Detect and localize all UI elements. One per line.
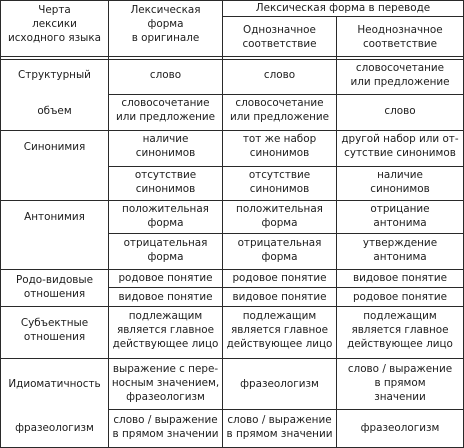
original-cell: выражение с пере- носным значением, фразеологизм [111, 363, 220, 403]
ambiguous-cell: фразеологизм [360, 422, 440, 434]
original-cell: слово / выражение в прямом значении [112, 414, 219, 440]
original-cell: подлежащим является главное действующее лицо [112, 310, 219, 350]
original-cell: словосочетание или предложение [115, 97, 216, 123]
ambiguous-cell: слово / выражение в прямом значении [347, 363, 453, 403]
ambiguous-cell: подлежащим является главное действующее лицо [347, 310, 453, 350]
ambiguous-cell: слово [384, 105, 416, 117]
original-cell: наличие синонимов [135, 133, 196, 159]
header-original-form: Лексическая форма в оригинале [130, 4, 201, 44]
unambiguous-cell: фразеологизм [240, 378, 319, 390]
row-divider [108, 287, 464, 288]
row-divider [0, 306, 464, 307]
ambiguous-cell: отрицание антонима [370, 203, 430, 229]
feature-cell: фразеологизм [15, 422, 94, 434]
row-divider [0, 269, 464, 270]
unambiguous-cell: родовое понятие [232, 272, 327, 284]
original-cell: отрицательная форма [123, 237, 208, 263]
original-cell: слово [149, 69, 182, 81]
unambiguous-cell: слово / выражение в прямом значении [226, 414, 333, 440]
ambiguous-cell: словосочетание или предложение [350, 62, 450, 88]
ambiguous-cell: родовое понятие [352, 291, 448, 303]
header-unambiguous: Однозначное соответствие [242, 24, 317, 50]
unambiguous-cell: подлежащим является главное действующее лицо [226, 310, 333, 350]
header-bottom-rule [0, 56, 464, 57]
original-cell: положительная форма [122, 203, 209, 229]
original-cell: видовое понятие [118, 291, 213, 303]
row-divider [0, 130, 464, 131]
row-divider [0, 358, 464, 359]
ambiguous-cell: наличие синонимов [370, 169, 430, 195]
row-divider [108, 166, 464, 167]
original-cell: отсутствие синонимов [134, 169, 197, 195]
header-bottom-rule-2 [0, 59, 464, 60]
feature-cell: Родо-видовые отношения [15, 274, 94, 300]
header-feature: Черта лексики исходного языка [7, 4, 102, 44]
feature-cell: Идиоматичность [8, 378, 101, 390]
unambiguous-cell: отсутствие синонимов [248, 169, 311, 195]
ambiguous-cell: утверждение антонима [362, 237, 438, 263]
header-ambiguous: Неоднозначное соответствие [357, 24, 443, 50]
feature-cell: Синонимия [23, 141, 86, 153]
row-divider [108, 409, 464, 410]
unambiguous-cell: положительная форма [236, 203, 323, 229]
feature-cell: Структурный [18, 69, 91, 81]
ambiguous-cell: видовое понятие [353, 272, 447, 284]
unambiguous-cell: словосочетание или предложение [229, 97, 330, 123]
unambiguous-cell: отрицательная форма [237, 237, 322, 263]
unambiguous-cell: видовое понятие [232, 291, 327, 303]
row-divider [108, 94, 464, 95]
feature-cell: Субъектные отношения [20, 317, 89, 343]
row-divider [0, 200, 464, 201]
row-divider [108, 233, 464, 234]
header-translation-form: Лексическая форма в переводе [255, 2, 431, 14]
feature-cell: Антонимия [24, 211, 85, 223]
feature-cell: объем [37, 105, 72, 117]
original-cell: родовое понятие [118, 272, 213, 284]
header-subrule [222, 16, 464, 17]
unambiguous-cell: слово [263, 69, 296, 81]
ambiguous-cell: другой набор или от- сутствие синонимов [341, 133, 459, 159]
unambiguous-cell: тот же набор синонимов [242, 133, 317, 159]
